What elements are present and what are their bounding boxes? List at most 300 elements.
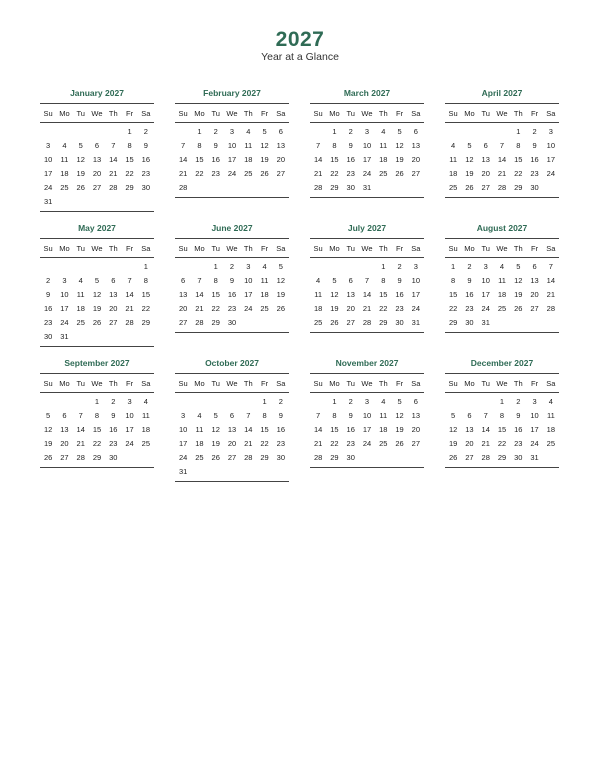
- weekday-label: Mo: [59, 108, 70, 118]
- empty-day-cell: [359, 260, 375, 274]
- day-cell: 15: [448, 290, 458, 299]
- day-cell: 17: [227, 155, 237, 164]
- day-cell: 12: [92, 290, 102, 299]
- day-cell: 18: [244, 155, 253, 164]
- day-cell: 15: [92, 425, 102, 434]
- day-cell: 22: [195, 169, 204, 178]
- day-cell: 29: [92, 453, 102, 462]
- empty-day-cell: [461, 395, 477, 409]
- day-cell: 10: [125, 411, 134, 420]
- day-cell: 25: [448, 183, 458, 192]
- day-cell: 26: [260, 169, 269, 178]
- weekday-label: Fr: [261, 108, 269, 118]
- day-cell: 11: [76, 290, 85, 299]
- day-cell: 4: [197, 411, 202, 420]
- empty-day-cell: [494, 125, 510, 139]
- day-cell: 30: [346, 453, 355, 462]
- day-cell: 26: [76, 183, 85, 192]
- day-cell: 24: [43, 183, 53, 192]
- empty-day-cell: [240, 465, 256, 479]
- weekday-label: Sa: [411, 378, 421, 388]
- day-cell: 16: [530, 155, 539, 164]
- empty-day-cell: [240, 395, 256, 409]
- weekday-header: [175, 373, 289, 393]
- day-cell: 25: [141, 439, 151, 448]
- day-cell: 10: [411, 276, 421, 285]
- day-cell: 14: [125, 290, 134, 299]
- day-cell: 23: [109, 439, 118, 448]
- day-cell: 27: [530, 304, 539, 313]
- day-cell: 11: [449, 155, 458, 164]
- day-cell: 3: [364, 397, 370, 406]
- weekday-label: Fr: [396, 243, 404, 253]
- weekday-label: Mo: [464, 243, 475, 253]
- day-cell: 2: [348, 397, 353, 406]
- day-cell: 20: [276, 155, 286, 164]
- day-cell: 5: [278, 262, 283, 271]
- day-cell: 19: [92, 304, 102, 313]
- day-cell: 5: [397, 397, 402, 406]
- weekday-label: Th: [108, 243, 118, 253]
- day-cell: 12: [330, 290, 339, 299]
- day-cell: 19: [514, 290, 523, 299]
- day-cell: 16: [346, 155, 355, 164]
- day-grid: [445, 258, 559, 333]
- day-cell: 8: [127, 141, 132, 150]
- day-cell: 22: [330, 439, 339, 448]
- empty-day-cell: [391, 181, 407, 195]
- day-cell: 10: [244, 276, 253, 285]
- day-cell: 27: [178, 318, 188, 327]
- weekday-label: Fr: [261, 378, 269, 388]
- empty-day-cell: [326, 260, 342, 274]
- empty-day-cell: [310, 125, 326, 139]
- empty-day-cell: [543, 451, 559, 465]
- day-cell: 11: [379, 141, 388, 150]
- day-cell: 14: [497, 155, 507, 164]
- day-cell: 16: [109, 425, 118, 434]
- day-cell: 4: [62, 141, 67, 150]
- day-cell: 12: [260, 141, 269, 150]
- empty-day-cell: [208, 181, 224, 195]
- day-cell: 12: [76, 155, 85, 164]
- empty-day-cell: [526, 316, 542, 330]
- day-cell: 16: [465, 290, 474, 299]
- day-cell: 9: [46, 290, 51, 299]
- weekday-label: Mo: [194, 108, 205, 118]
- day-cell: 23: [141, 169, 151, 178]
- empty-day-cell: [40, 395, 56, 409]
- day-cell: 25: [379, 169, 388, 178]
- day-cell: 8: [332, 411, 337, 420]
- day-cell: 29: [514, 183, 523, 192]
- day-cell: 2: [397, 262, 402, 271]
- weekday-label: Su: [448, 243, 458, 253]
- day-cell: 13: [411, 411, 421, 420]
- day-cell: 22: [141, 304, 151, 313]
- empty-day-cell: [543, 316, 559, 330]
- day-cell: 18: [260, 290, 269, 299]
- empty-day-cell: [138, 195, 154, 209]
- day-cell: 23: [346, 169, 355, 178]
- empty-day-cell: [105, 330, 121, 344]
- weekday-label: Mo: [329, 378, 340, 388]
- empty-day-cell: [40, 260, 56, 274]
- day-cell: 11: [141, 411, 150, 420]
- weekday-label: Su: [43, 243, 53, 253]
- day-cell: 9: [467, 276, 472, 285]
- day-cell: 2: [111, 397, 116, 406]
- day-cell: 12: [395, 141, 404, 150]
- day-cell: 3: [246, 262, 251, 271]
- day-cell: 3: [229, 127, 235, 136]
- page-subtitle: Year at a Glance: [261, 51, 339, 63]
- day-cell: 14: [244, 425, 253, 434]
- weekday-label: We: [361, 243, 373, 253]
- day-cell: 2: [516, 397, 521, 406]
- day-cell: 17: [530, 425, 539, 434]
- empty-day-cell: [73, 125, 89, 139]
- weekday-label: We: [226, 378, 238, 388]
- day-grid: [40, 123, 154, 212]
- day-cell: 15: [211, 290, 220, 299]
- day-cell: 3: [413, 262, 418, 271]
- day-cell: 6: [413, 127, 418, 136]
- day-cell: 6: [229, 411, 235, 420]
- weekday-header: [175, 103, 289, 123]
- empty-day-cell: [256, 465, 272, 479]
- month-name: August 2027: [476, 223, 528, 233]
- day-cell: 13: [178, 290, 188, 299]
- day-cell: 19: [276, 290, 286, 299]
- empty-day-cell: [224, 465, 240, 479]
- empty-day-cell: [445, 125, 461, 139]
- day-cell: 23: [346, 439, 355, 448]
- empty-day-cell: [408, 181, 424, 195]
- weekday-label: Th: [108, 378, 118, 388]
- month-name: June 2027: [211, 223, 253, 233]
- month-calendar: [40, 222, 154, 347]
- day-cell: 1: [143, 262, 148, 271]
- day-cell: 11: [498, 276, 506, 285]
- day-cell: 21: [109, 169, 118, 178]
- day-cell: 3: [548, 127, 553, 136]
- month-name: March 2027: [343, 88, 391, 98]
- day-cell: 30: [141, 183, 151, 192]
- day-cell: 22: [330, 169, 339, 178]
- day-cell: 25: [546, 439, 556, 448]
- weekday-label: Sa: [141, 108, 151, 118]
- day-cell: 9: [532, 141, 537, 150]
- day-cell: 9: [213, 141, 218, 150]
- day-cell: 15: [330, 425, 339, 434]
- weekday-label: Tu: [211, 108, 220, 118]
- day-cell: 5: [94, 276, 100, 285]
- empty-day-cell: [408, 451, 424, 465]
- day-cell: 31: [411, 318, 421, 327]
- day-cell: 23: [227, 304, 237, 313]
- day-cell: 5: [332, 276, 337, 285]
- day-cell: 25: [313, 318, 323, 327]
- day-cell: 29: [125, 183, 134, 192]
- day-cell: 24: [244, 304, 253, 313]
- day-cell: 3: [46, 141, 51, 150]
- weekday-label: We: [496, 108, 508, 118]
- day-cell: 10: [546, 141, 556, 150]
- empty-day-cell: [56, 195, 72, 209]
- day-cell: 19: [260, 155, 269, 164]
- weekday-header: [445, 373, 559, 393]
- day-cell: 4: [316, 276, 321, 285]
- weekday-label: Fr: [396, 108, 404, 118]
- weekday-label: Th: [513, 243, 523, 253]
- month-calendar: [310, 222, 424, 333]
- day-cell: 18: [379, 155, 388, 164]
- month-calendar: [40, 357, 154, 468]
- empty-day-cell: [494, 316, 510, 330]
- day-cell: 12: [43, 425, 53, 434]
- day-cell: 7: [316, 411, 321, 420]
- day-cell: 7: [499, 141, 505, 150]
- day-cell: 14: [481, 425, 490, 434]
- day-cell: 13: [92, 155, 102, 164]
- day-cell: 30: [43, 332, 53, 341]
- day-cell: 31: [530, 453, 539, 462]
- weekday-label: Fr: [531, 243, 539, 253]
- empty-day-cell: [240, 316, 256, 330]
- weekday-label: Mo: [329, 243, 340, 253]
- day-cell: 30: [395, 318, 404, 327]
- day-cell: 5: [397, 127, 402, 136]
- weekday-label: Su: [313, 243, 323, 253]
- day-cell: 6: [532, 262, 537, 271]
- day-cell: 27: [60, 453, 69, 462]
- day-cell: 28: [125, 318, 134, 327]
- day-cell: 27: [92, 183, 102, 192]
- day-cell: 21: [125, 304, 134, 313]
- month-calendar: [310, 87, 424, 198]
- day-cell: 2: [278, 397, 283, 406]
- month-calendar: [445, 222, 559, 333]
- day-cell: 7: [111, 141, 116, 150]
- day-cell: 19: [395, 155, 404, 164]
- day-cell: 8: [516, 141, 521, 150]
- day-cell: 6: [181, 276, 186, 285]
- day-cell: 23: [514, 439, 523, 448]
- empty-day-cell: [273, 181, 289, 195]
- day-cell: 30: [346, 183, 355, 192]
- day-cell: 14: [546, 276, 556, 285]
- empty-day-cell: [445, 395, 461, 409]
- weekday-header: [40, 103, 154, 123]
- weekday-label: Sa: [276, 108, 286, 118]
- day-cell: 4: [262, 262, 267, 271]
- day-cell: 31: [43, 197, 53, 206]
- day-cell: 28: [313, 183, 323, 192]
- day-cell: 11: [379, 411, 388, 420]
- day-cell: 22: [448, 304, 458, 313]
- weekday-label: Fr: [126, 243, 134, 253]
- day-cell: 13: [60, 425, 69, 434]
- month-name: December 2027: [470, 358, 534, 368]
- empty-day-cell: [461, 125, 477, 139]
- empty-day-cell: [256, 181, 272, 195]
- day-cell: 5: [451, 411, 456, 420]
- day-cell: 28: [362, 318, 372, 327]
- day-cell: 9: [348, 141, 353, 150]
- weekday-label: We: [91, 378, 103, 388]
- day-cell: 29: [141, 318, 151, 327]
- empty-day-cell: [478, 125, 494, 139]
- day-cell: 17: [125, 425, 134, 434]
- day-grid: [175, 393, 289, 482]
- weekday-label: Mo: [194, 243, 205, 253]
- weekday-label: Tu: [211, 378, 220, 388]
- weekday-label: Sa: [546, 378, 556, 388]
- day-cell: 4: [78, 276, 83, 285]
- day-cell: 28: [76, 453, 85, 462]
- weekday-label: Fr: [126, 108, 134, 118]
- day-cell: 26: [395, 439, 404, 448]
- day-cell: 13: [276, 141, 286, 150]
- weekday-header: [445, 238, 559, 258]
- day-cell: 1: [332, 127, 337, 136]
- weekday-label: Th: [513, 108, 523, 118]
- day-cell: 24: [125, 439, 134, 448]
- day-cell: 9: [143, 141, 148, 150]
- weekday-label: Th: [378, 243, 388, 253]
- day-cell: 4: [499, 262, 505, 271]
- day-cell: 26: [92, 318, 102, 327]
- day-cell: 20: [60, 439, 69, 448]
- day-grid: [40, 393, 154, 468]
- day-cell: 17: [546, 155, 556, 164]
- day-cell: 22: [497, 439, 507, 448]
- day-cell: 27: [276, 169, 286, 178]
- day-cell: 23: [43, 318, 53, 327]
- day-cell: 11: [546, 411, 555, 420]
- empty-day-cell: [375, 451, 391, 465]
- day-cell: 30: [276, 453, 286, 462]
- day-cell: 23: [395, 304, 404, 313]
- day-cell: 8: [262, 411, 267, 420]
- day-cell: 20: [411, 425, 421, 434]
- day-cell: 27: [411, 439, 421, 448]
- day-cell: 9: [397, 276, 402, 285]
- day-grid: [175, 258, 289, 333]
- day-cell: 4: [451, 141, 456, 150]
- day-cell: 13: [109, 290, 118, 299]
- day-cell: 18: [60, 169, 69, 178]
- month-name: September 2027: [64, 358, 130, 368]
- empty-day-cell: [543, 181, 559, 195]
- weekday-label: Th: [513, 378, 523, 388]
- day-cell: 16: [43, 304, 53, 313]
- day-cell: 8: [499, 411, 505, 420]
- day-cell: 25: [260, 304, 269, 313]
- weekday-label: Fr: [261, 243, 269, 253]
- day-cell: 21: [313, 169, 323, 178]
- day-cell: 11: [195, 425, 204, 434]
- day-cell: 9: [111, 411, 116, 420]
- day-cell: 23: [465, 304, 474, 313]
- day-cell: 27: [465, 453, 474, 462]
- weekday-label: Su: [448, 378, 458, 388]
- month-name: November 2027: [335, 358, 399, 368]
- day-cell: 7: [78, 411, 83, 420]
- day-cell: 31: [481, 318, 490, 327]
- day-cell: 8: [332, 141, 337, 150]
- day-cell: 8: [213, 276, 218, 285]
- day-cell: 30: [465, 318, 474, 327]
- empty-day-cell: [175, 260, 191, 274]
- day-cell: 8: [197, 141, 202, 150]
- day-cell: 4: [548, 397, 553, 406]
- day-cell: 12: [276, 276, 286, 285]
- weekday-label: We: [361, 108, 373, 118]
- day-cell: 10: [43, 155, 53, 164]
- empty-day-cell: [56, 395, 72, 409]
- day-cell: 21: [76, 439, 85, 448]
- day-cell: 19: [330, 304, 339, 313]
- day-cell: 2: [213, 127, 218, 136]
- day-cell: 18: [379, 425, 388, 434]
- day-cell: 6: [348, 276, 353, 285]
- weekday-label: We: [496, 243, 508, 253]
- month-calendar: [175, 222, 289, 333]
- day-cell: 23: [276, 439, 286, 448]
- day-cell: 4: [143, 397, 148, 406]
- weekday-header: [310, 373, 424, 393]
- day-cell: 21: [195, 304, 204, 313]
- day-cell: 10: [530, 411, 539, 420]
- day-cell: 13: [227, 425, 237, 434]
- day-cell: 13: [481, 155, 490, 164]
- weekday-header: [40, 373, 154, 393]
- month-calendar: [445, 87, 559, 198]
- day-cell: 22: [260, 439, 269, 448]
- day-cell: 3: [181, 411, 186, 420]
- day-cell: 18: [313, 304, 323, 313]
- day-grid: [445, 393, 559, 468]
- empty-day-cell: [240, 181, 256, 195]
- day-cell: 29: [260, 453, 269, 462]
- day-cell: 9: [278, 411, 283, 420]
- month-calendar: [175, 357, 289, 482]
- day-cell: 29: [497, 453, 507, 462]
- day-cell: 27: [481, 183, 490, 192]
- empty-day-cell: [121, 330, 137, 344]
- day-cell: 13: [465, 425, 474, 434]
- empty-day-cell: [138, 451, 154, 465]
- day-cell: 21: [546, 290, 556, 299]
- month-calendar: [40, 87, 154, 212]
- day-cell: 4: [381, 127, 386, 136]
- day-cell: 16: [276, 425, 286, 434]
- day-cell: 16: [141, 155, 151, 164]
- day-grid: [445, 123, 559, 198]
- day-cell: 24: [227, 169, 237, 178]
- empty-day-cell: [105, 260, 121, 274]
- weekday-label: Mo: [464, 108, 475, 118]
- weekday-label: Su: [178, 378, 188, 388]
- day-cell: 16: [227, 290, 237, 299]
- day-cell: 29: [379, 318, 388, 327]
- day-cell: 28: [178, 183, 188, 192]
- day-cell: 4: [381, 397, 386, 406]
- weekday-label: Th: [378, 108, 388, 118]
- day-cell: 17: [43, 169, 53, 178]
